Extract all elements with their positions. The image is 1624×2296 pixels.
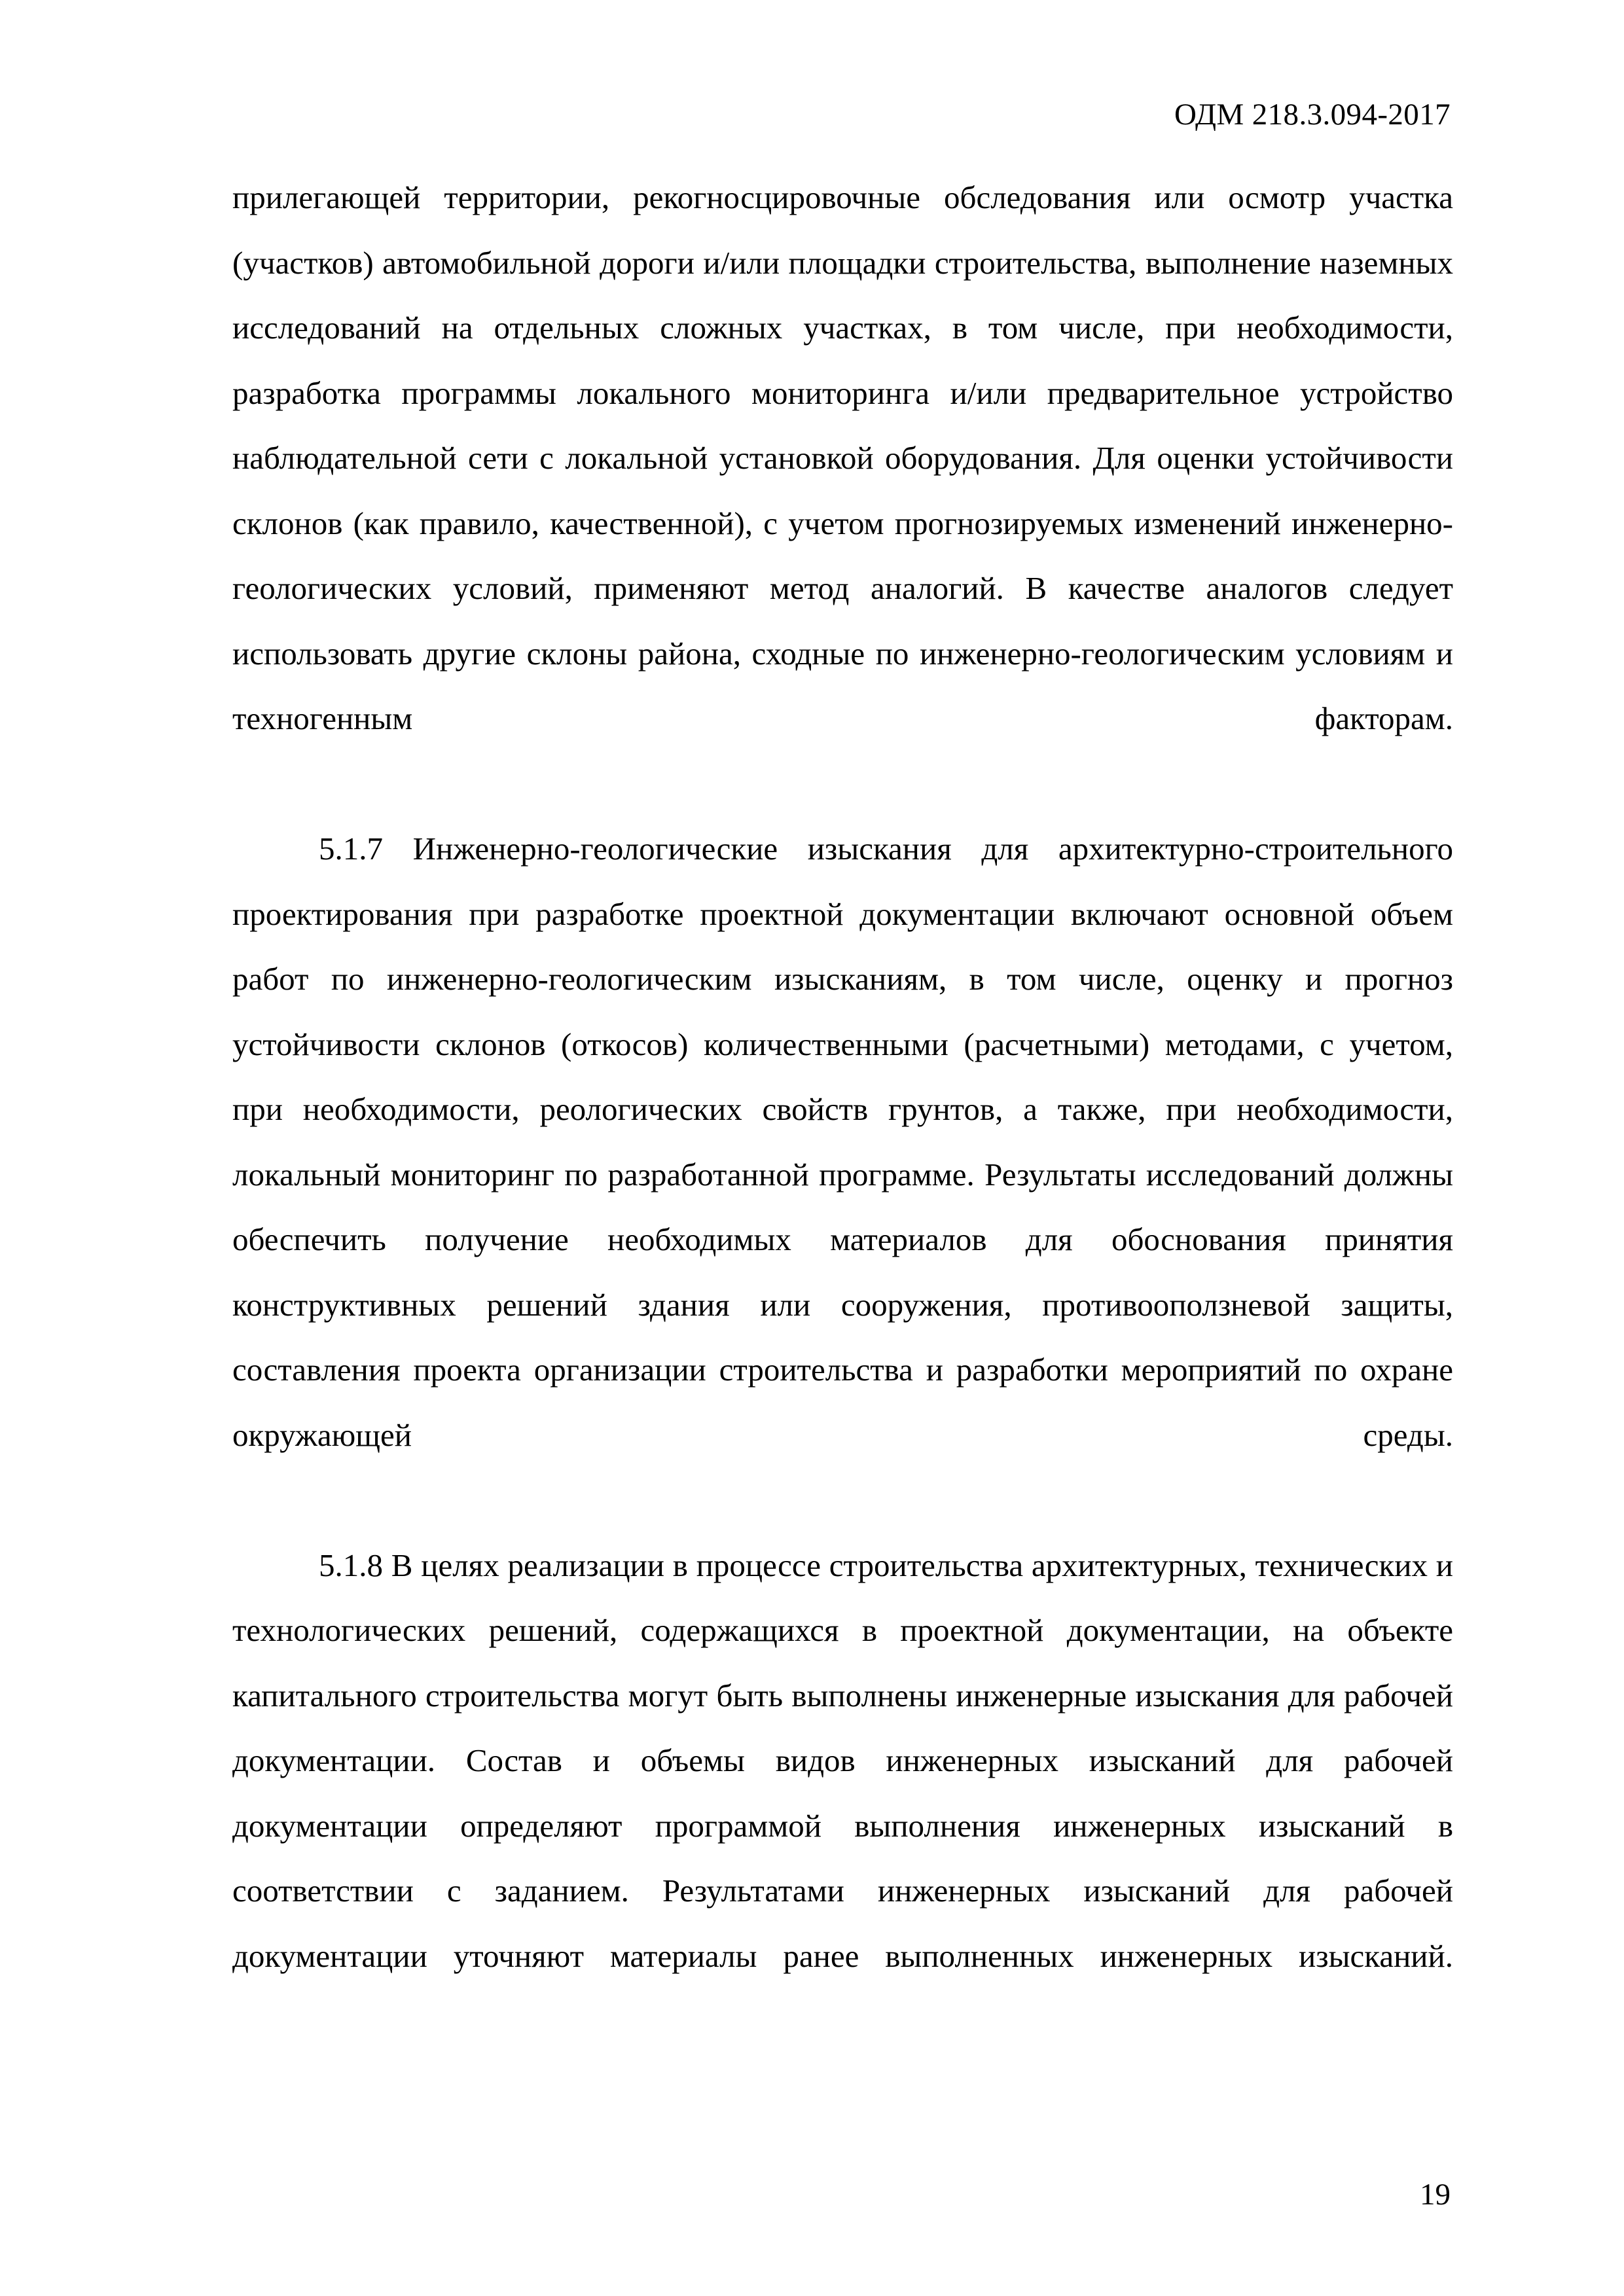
paragraph-5-1-8: 5.1.8 В целях реализации в процессе строительства архитектурных, технических и технологических решений, содержащихся в проектной документации, на объекте капитального строительства могут быть выполнены инженерные изыскания для рабочей документации. Состав и объемы видов инженерных изысканий для рабочей документации определяют программой выполнения инженерных изысканий в соответствии с заданием. Результатами инженерных изысканий для рабочей документации уточняют материалы ранее выполненных инженерных изысканий.	[232, 1547, 1453, 1974]
page-number: 19	[1420, 2178, 1451, 2212]
paragraph-continued: прилегающей территории, рекогносцировочные обследования или осмотр участка (участков) автомобильной дороги и/или площадки строительства, выполнение наземных исследований на отдельных сложных участках, в том числе, при необходимости, разработка программы локального мониторинга и/или предварительное устройство наблюдательной сети с локальной установкой оборудования. Для оценки устойчивости склонов (как правило, качественной), с учетом прогнозируемых изменений инженерно-геологических условий, применяют метод аналогий. В качестве аналогов следует использовать другие склоны района, сходные по инженерно-геологическим условиям и техногенным факторам.	[232, 179, 1453, 736]
paragraph-5-1-7: 5.1.7 Инженерно-геологические изыскания для архитектурно-строительного проектирования при разработке проектной документации включают основной объем работ по инженерно-геологическим изысканиям, в том числе, оценку и прогноз устойчивости склонов (откосов) количественными (расчетными) методами, с учетом, при необходимости, реологических свойств грунтов, а также, при необходимости, локальный мониторинг по разработанной программе. Результаты исследований должны обеспечить получение необходимых материалов для обоснования принятия конструктивных решений здания или сооружения, противооползневой защиты, составления проекта организации строительства и разработки мероприятий по охране окружающей среды.	[232, 831, 1453, 1453]
document-body	[232, 165, 1453, 2054]
document-header-standard-number: ОДМ 218.3.094-2017	[1174, 98, 1451, 132]
